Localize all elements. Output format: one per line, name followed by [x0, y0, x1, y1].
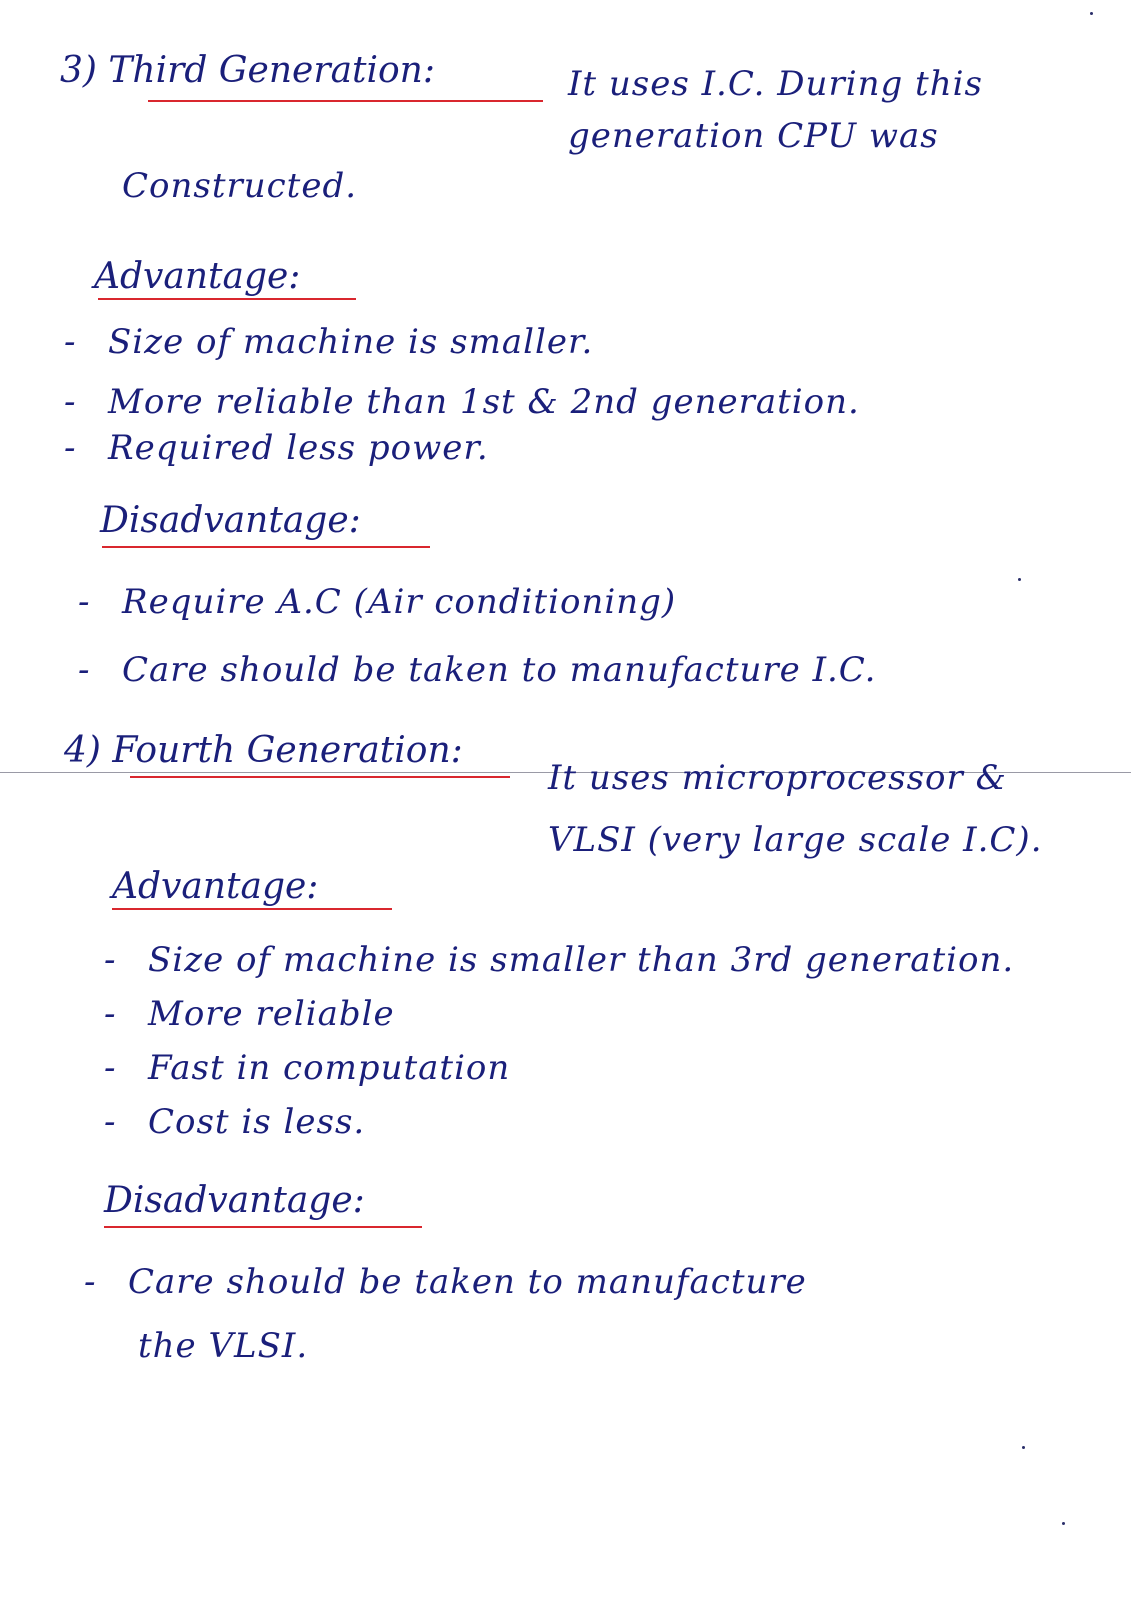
fourth-advantage-heading: Advantage: — [112, 866, 319, 907]
third-disadvantage-item-2-text: Care should be taken to manufacture I.C. — [122, 650, 877, 690]
fourth-disadvantage-item-1-text: Care should be taken to manufacture — [128, 1262, 807, 1302]
third-advantage-heading-underline — [98, 298, 356, 300]
pen-mark — [1090, 12, 1093, 15]
third-generation-heading-underline — [148, 100, 543, 102]
fourth-disadvantage-heading-underline — [104, 1226, 422, 1228]
third-disadvantage-item-1-text: Require A.C (Air conditioning) — [122, 582, 677, 622]
fourth-advantage-item-3-text: Fast in computation — [148, 1048, 511, 1088]
bullet-dash: - — [104, 1048, 117, 1088]
pen-mark — [1062, 1522, 1065, 1525]
third-generation-description-line-2: generation CPU was — [568, 116, 939, 156]
third-generation-description-line-1: It uses I.C. During this — [568, 64, 983, 104]
bullet-dash: - — [104, 1102, 117, 1142]
third-disadvantage-heading: Disadvantage: — [100, 500, 361, 541]
third-advantage-item-2 — [64, 382, 860, 422]
bullet-dash: - — [64, 322, 77, 362]
third-generation-description-line-3: Constructed. — [122, 166, 358, 206]
fourth-advantage-item-2 — [104, 994, 395, 1034]
third-advantage-heading: Advantage: — [94, 256, 301, 297]
fourth-advantage-item-1 — [104, 940, 1014, 980]
fourth-advantage-item-3 — [104, 1048, 510, 1088]
bullet-dash: - — [84, 1262, 97, 1302]
bullet-dash: - — [78, 582, 91, 622]
pen-mark — [1018, 578, 1021, 581]
third-advantage-item-2-text: More reliable than 1st & 2nd generation. — [108, 382, 860, 422]
fourth-generation-heading: 4) Fourth Generation: — [64, 730, 463, 771]
fourth-advantage-item-2-text: More reliable — [148, 994, 395, 1034]
fourth-generation-description-line-2: VLSI (very large scale I.C). — [548, 820, 1043, 860]
bullet-dash: - — [64, 382, 77, 422]
third-advantage-item-3-text: Required less power. — [108, 428, 489, 468]
fourth-disadvantage-heading: Disadvantage: — [104, 1180, 365, 1221]
third-advantage-item-1-text: Size of machine is smaller. — [108, 322, 594, 362]
fourth-advantage-item-4-text: Cost is less. — [148, 1102, 366, 1142]
third-generation-heading: 3) Third Generation: — [60, 50, 435, 91]
fourth-generation-description-line-1: It uses microprocessor & — [548, 758, 1007, 798]
third-advantage-item-1 — [64, 322, 593, 362]
third-advantage-item-3 — [64, 428, 489, 468]
pen-mark — [1022, 1446, 1025, 1449]
fourth-advantage-item-4 — [104, 1102, 365, 1142]
third-disadvantage-item-2 — [78, 650, 876, 690]
bullet-dash: - — [78, 650, 91, 690]
bullet-dash: - — [64, 428, 77, 468]
bullet-dash: - — [104, 994, 117, 1034]
third-disadvantage-heading-underline — [102, 546, 430, 548]
fourth-disadvantage-item-1 — [84, 1262, 807, 1302]
bullet-dash: - — [104, 940, 117, 980]
fourth-generation-heading-underline — [130, 776, 510, 778]
fourth-advantage-heading-underline — [112, 908, 392, 910]
fourth-advantage-item-1-text: Size of machine is smaller than 3rd generation. — [148, 940, 1015, 980]
third-disadvantage-item-1 — [78, 582, 676, 622]
fourth-disadvantage-item-1-continued: the VLSI. — [138, 1326, 309, 1366]
